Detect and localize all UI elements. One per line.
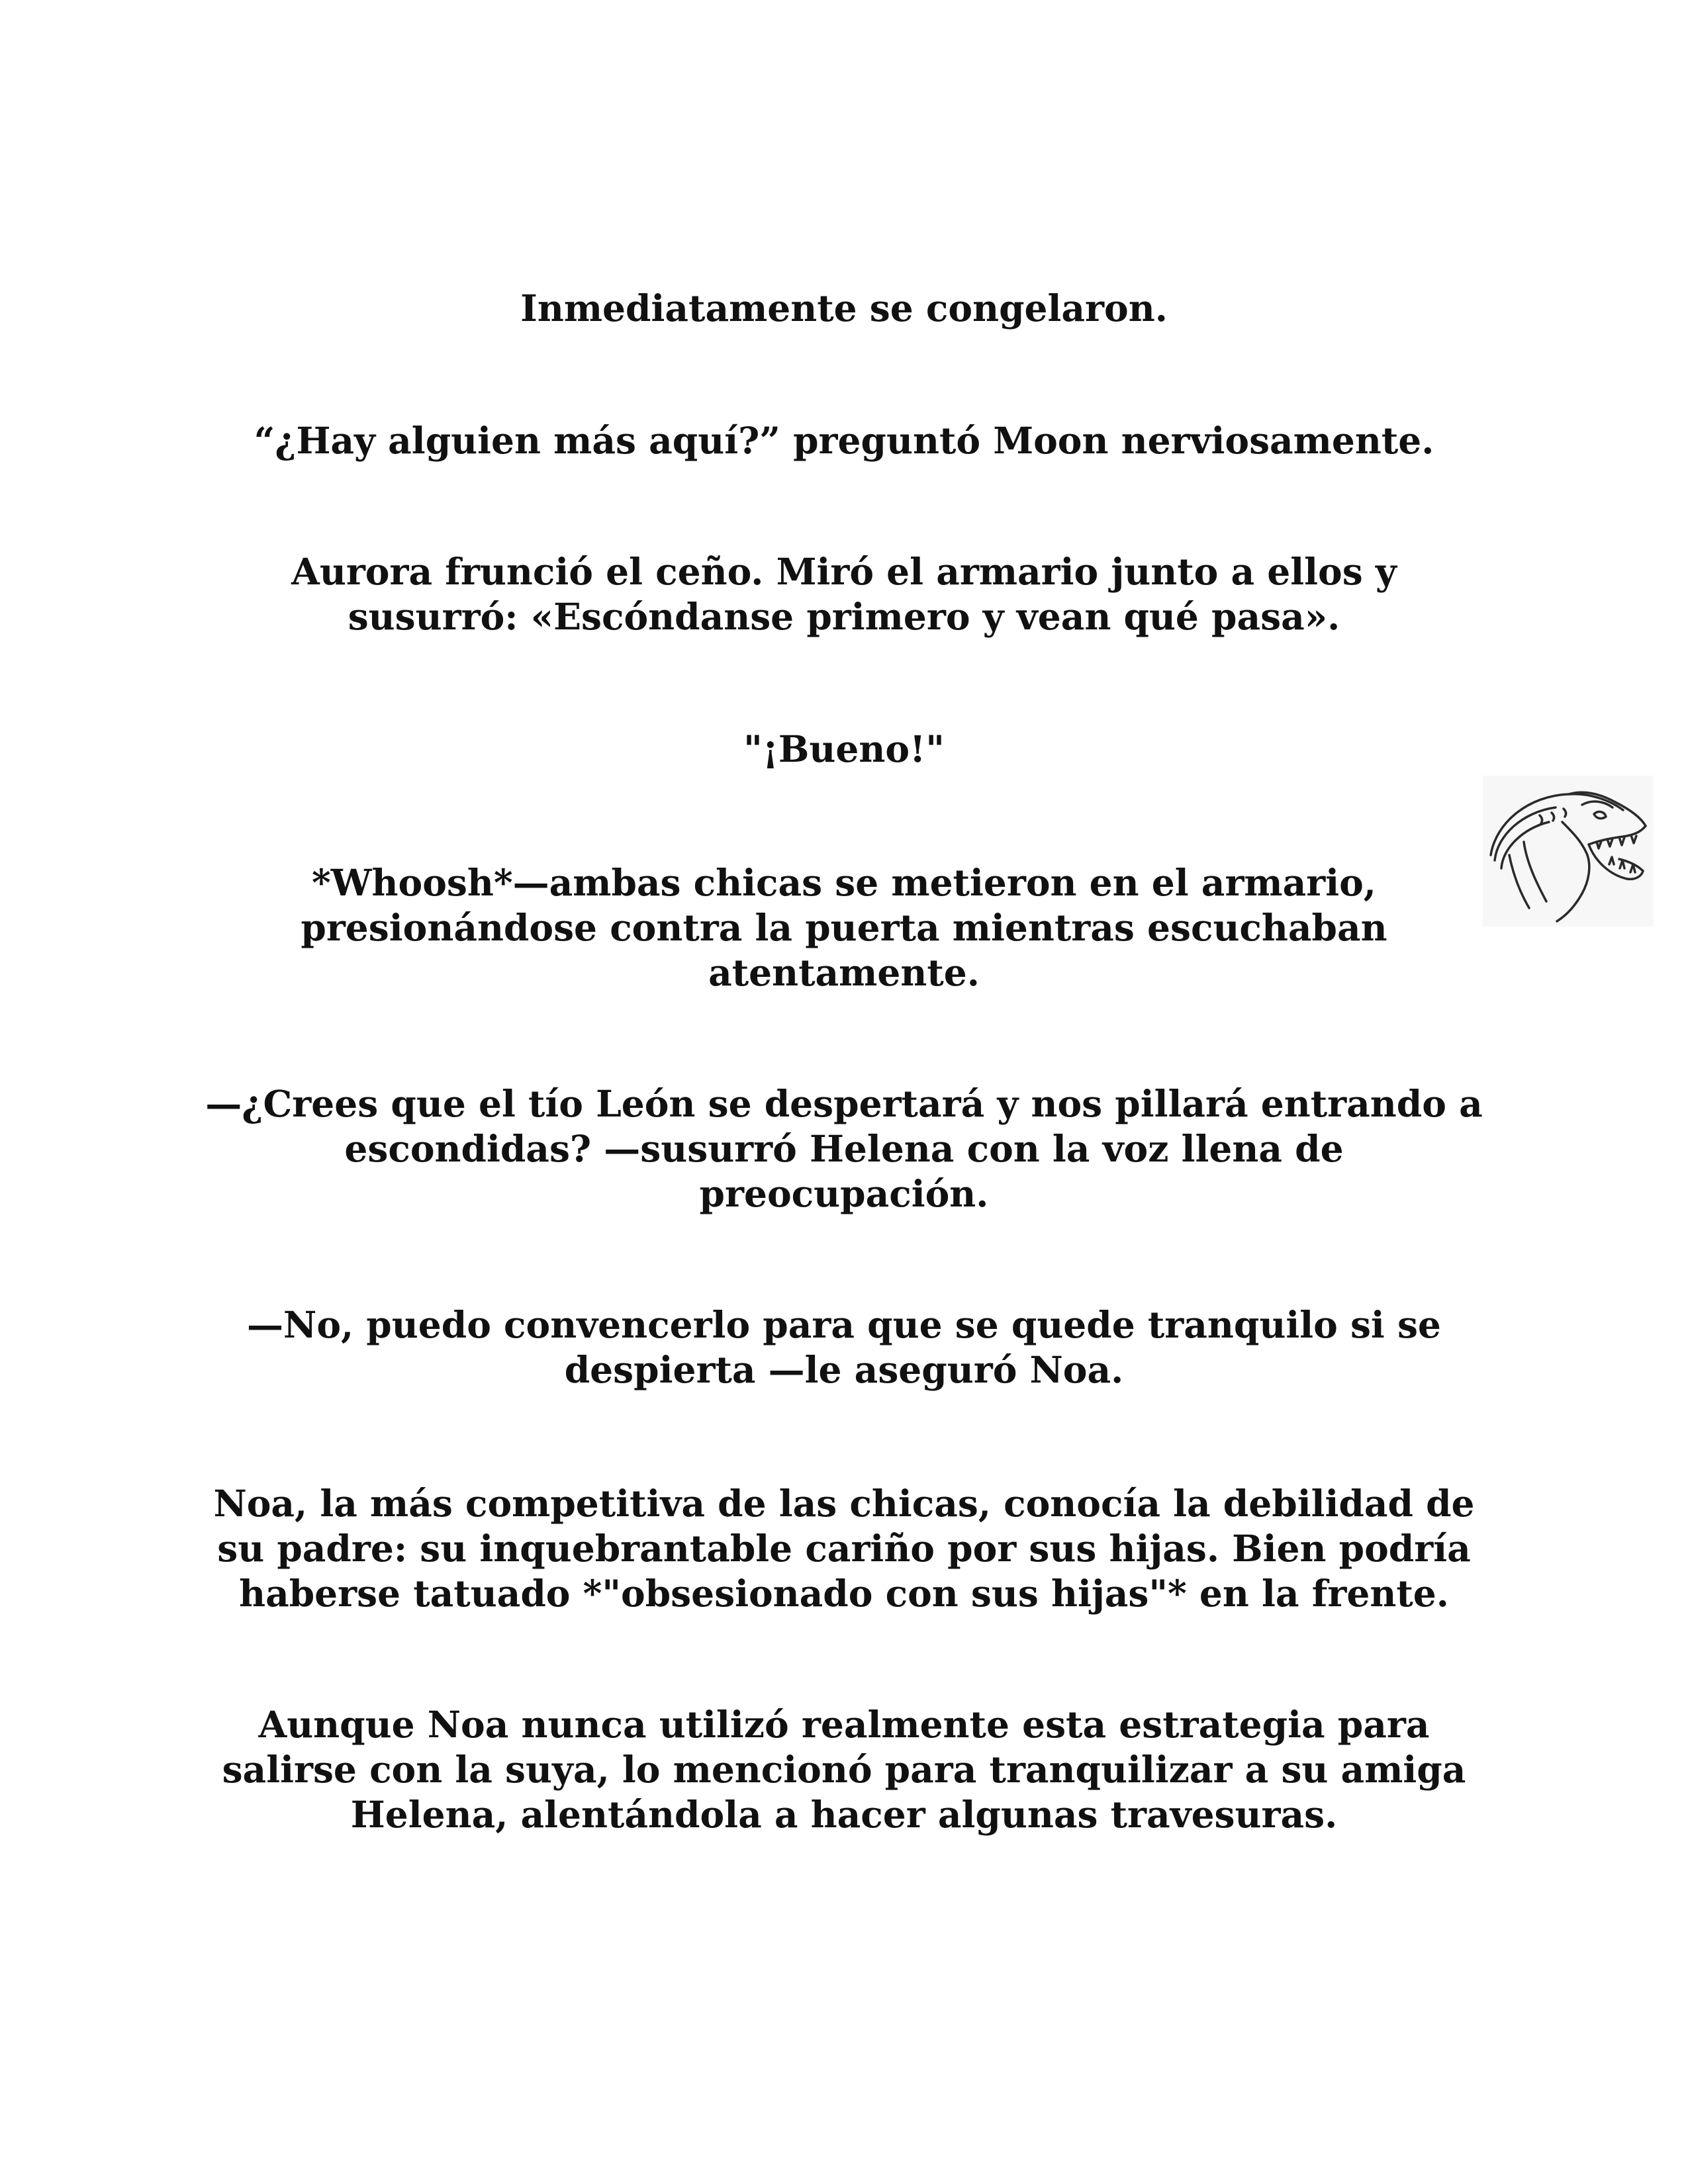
paragraph-line: despierta —le aseguró Noa.: [564, 1348, 1124, 1391]
paragraph-5: [199, 860, 1489, 995]
paragraph-line: —¿Crees que el tío León se despertará y nos pillará entrando a: [205, 1082, 1483, 1125]
paragraph-line: susurró: «Escóndanse primero y vean qué pasa».: [348, 595, 1340, 638]
paragraph-line: —No, puedo convencerlo para que se quede tranquilo si se: [247, 1303, 1441, 1346]
paragraph-line: Aunque Noa nunca utilizó realmente esta estrategia para: [258, 1703, 1430, 1746]
paragraph-1: [199, 286, 1489, 331]
paragraph-8: [199, 1481, 1489, 1616]
paragraph-line: “¿Hay alguien más aquí?” preguntó Moon nerviosamente.: [254, 419, 1434, 462]
paragraph-line: presionándose contra la puerta mientras escuchaban: [301, 906, 1387, 949]
paragraph-line: atentamente.: [708, 951, 980, 994]
paragraph-line: escondidas? —susurró Helena con la voz llena de: [344, 1127, 1344, 1170]
paragraph-line: Noa, la más competitiva de las chicas, conocía la debilidad de: [213, 1482, 1475, 1525]
paragraph-line: Aurora frunció el ceño. Miró el armario junto a ellos y: [291, 550, 1397, 593]
paragraph-line: preocupación.: [699, 1172, 989, 1215]
paragraph-line: *Whoosh*—ambas chicas se metieron en el armario,: [312, 861, 1376, 904]
paragraph-7: [199, 1302, 1489, 1392]
dinosaur-head-sketch-icon: [1483, 776, 1654, 927]
paragraph-4: [199, 727, 1489, 772]
paragraph-line: Helena, alentándola a hacer algunas travesuras.: [350, 1793, 1338, 1836]
paragraph-3: [199, 549, 1489, 639]
paragraph-line: "¡Bueno!": [743, 727, 945, 770]
paragraph-line: Inmediatamente se congelaron.: [520, 287, 1168, 330]
paragraph-line: su padre: su inquebrantable cariño por sus hijas. Bien podría: [217, 1527, 1471, 1570]
paragraph-line: salirse con la suya, lo mencionó para tranquilizar a su amiga: [222, 1748, 1466, 1791]
paragraph-2: [199, 418, 1489, 463]
paragraph-9: [199, 1702, 1489, 1837]
paragraph-line: haberse tatuado *"obsesionado con sus hijas"* en la frente.: [239, 1572, 1449, 1615]
paragraph-6: [199, 1081, 1489, 1216]
